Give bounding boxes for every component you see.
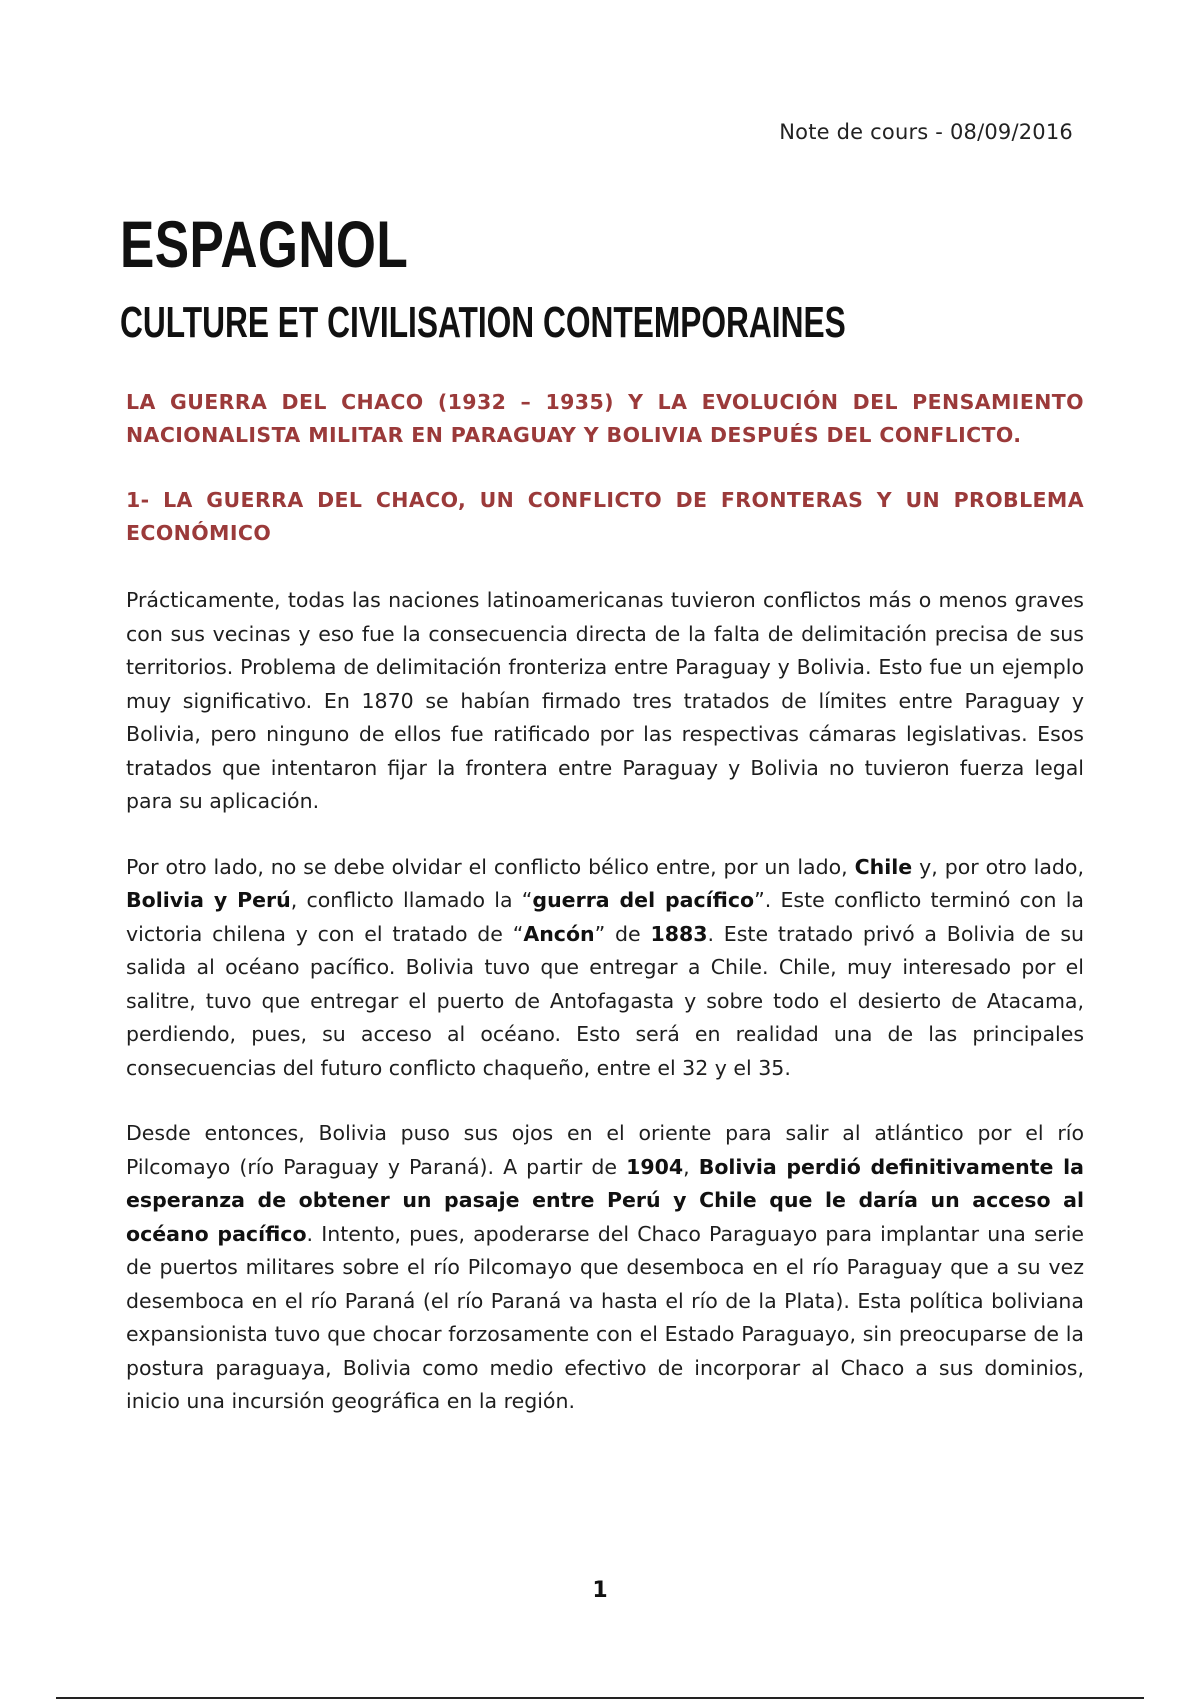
bold-term: 1883 [650,921,708,946]
bold-term: guerra del pacífico [532,888,755,912]
bold-term: 1904 [626,1154,684,1179]
course-note-date: Note de cours - 08/09/2016 [779,120,1073,144]
section-heading-1: 1- LA GUERRA DEL CHACO, UN CONFLICTO DE FRONTERAS Y UN PROBLEMA ECONÓMICO [126,488,1084,545]
text-run: . Este tratado privó a Bolivia de su salida al océano pacífico. Bolivia tuvo que entregar a Chile. Chile, muy interesado por el salitre, tuvo que entregar el puerto de Antofagasta y sobre todo el desierto de Atacama, perdiendo, pues, su acceso al océano. Esto será en realidad una de las principales consecuencias del futuro conflicto chaqueño, entre el 32 y el 35. [126,921,1085,1080]
text-run: ” de [594,921,651,946]
paragraph-2 [126,851,1084,1086]
bold-term: Bolivia y Perú [126,888,291,912]
text-run: y, por otro lado, [912,854,1084,879]
document-body [126,386,1084,1451]
text-run: , [683,1154,699,1179]
text-run: Desde entonces, Bolivia puso sus ojos en el oriente para salir al atlántico por el río Pilcomayo (río Paraguay y Paraná). A partir de [126,1121,1084,1179]
bold-term: Ancón [523,921,595,946]
main-heading: LA GUERRA DEL CHACO (1932 – 1935) Y LA EVOLUCIÓN DEL PENSAMIENTO NACIONALISTA MILITAR EN PARAGUAY Y BOLIVIA DESPUÉS DEL CONFLICTO. [126,390,1084,447]
paragraph-3 [126,1117,1084,1419]
bold-term: Bolivia perdió definitivamente la esperanza de obtener un pasaje entre Perú y Chile que le daría un acceso al océano pacífico [126,1154,1084,1246]
text-run: ”. Este conflicto terminó con la victoria chilena y con el tratado de “ [126,888,1084,946]
text-run: Por otro lado, no se debe olvidar el conflicto bélico entre, por un lado, [126,854,855,879]
footer-divider [56,1697,1144,1699]
text-run: , conflicto llamado la “ [290,888,533,912]
document-subtitle: CULTURE ET CIVILISATION CONTEMPORAINES [120,298,846,347]
paragraph-1: Prácticamente, todas las naciones latinoamericanas tuvieron conflictos más o menos graves con sus vecinas y eso fue la consecuencia directa de la falta de delimitación precisa de sus territorios. Problema de delimitación fronteriza entre Paraguay y Bolivia. Esto fue un ejemplo muy significativo. En 1870 se habían firmado tres tratados de límites entre Paraguay y Bolivia, pero ninguno de ellos fue ratificado por las respectivas cámaras legislativas. Esos tratados que intentaron fijar la frontera entre Paraguay y Bolivia no tuvieron fuerza legal para su aplicación. [126,588,1084,813]
page-number: 1 [592,1578,608,1603]
document-title: ESPAGNOL [120,207,409,281]
text-run: . Intento, pues, apoderarse del Chaco Paraguayo para implantar una serie de puertos militares sobre el río Pilcomayo que desemboca en el río Paraguay que a su vez desemboca en el río Paraná (el río Paraná va hasta el río de la Plata). Esta política boliviana expansionista tuvo que chocar forzosamente con el Estado Paraguayo, sin preocuparse de la postura paraguaya, Bolivia como medio efectivo de incorporar al Chaco a sus dominios, inicio una incursión geográfica en la región. [126,1221,1085,1413]
bold-term: Chile [854,854,913,879]
